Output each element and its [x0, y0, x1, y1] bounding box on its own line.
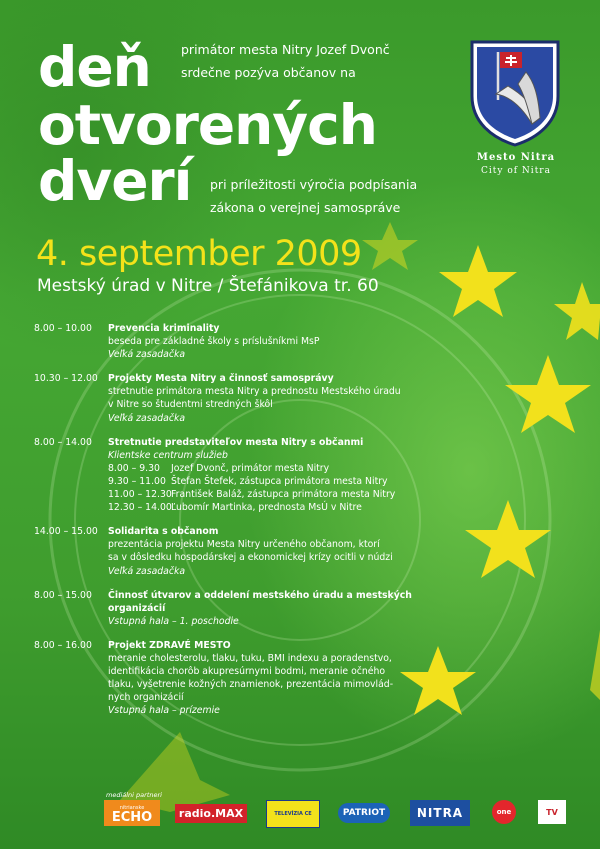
patriot-logo: [338, 803, 390, 823]
slot-text: Ľubomír Martinka, prednosta MsÚ v Nitre: [171, 502, 362, 514]
program-item: [34, 589, 434, 628]
televizia-ce-logo: [266, 800, 320, 828]
item-time: 8.00 – 16.00: [34, 639, 92, 651]
item-desc: identifikácia chorôb akupresúrnymi bodmi, meranie očného: [108, 666, 386, 678]
item-title: organizácií: [108, 602, 166, 614]
program-item: [34, 436, 434, 515]
schedule-slot: [108, 475, 434, 488]
item-desc: prezentácia projektu Mesta Nitry určeného občanom, ktorí: [108, 539, 380, 551]
event-venue: Mestský úrad v Nitre / Štefánikova tr. 60: [37, 276, 379, 296]
slot-time: 9.30 – 11.00: [108, 475, 166, 487]
item-title: Stretnutie predstaviteľov mesta Nitry s občanmi: [108, 436, 364, 448]
item-title: Projekt ZDRAVÉ MESTO: [108, 639, 231, 651]
item-desc: stretnutie primátora mesta Nitry a prednostu Mestského úradu: [108, 386, 401, 398]
title-line-2: otvorených: [38, 93, 377, 157]
item-time: 14.00 – 15.00: [34, 526, 98, 538]
item-title: Činnosť útvarov a oddelení mestského úradu a mestských: [108, 589, 412, 601]
city-subtitle: City of Nitra: [481, 166, 551, 176]
item-desc: v Nitre so študentmi stredných škôl: [108, 399, 273, 411]
item-place: Veľká zasadačka: [108, 565, 186, 577]
city-name: Mesto Nitra: [476, 152, 556, 163]
title-line-1: deň: [38, 35, 151, 99]
item-title: Solidarita s občanom: [108, 526, 219, 538]
program-list: [34, 322, 434, 728]
item-desc: beseda pre základné školy s príslušníkmi MsP: [108, 336, 320, 348]
one-logo-text: one: [496, 808, 512, 816]
schedule-slot: [108, 462, 434, 475]
slot-time: 8.00 – 9.30: [108, 462, 160, 474]
item-desc: sa v dôsledku hospodárskej a ekonomickej krízy ocitli v núdzi: [108, 552, 393, 564]
item-time: 8.00 – 10.00: [34, 323, 92, 334]
item-desc: tlaku, vyšetrenie kožných znamienok, prezentácia mimovlád-: [108, 679, 394, 691]
televizia-ce-logo-text: TELEVÍZIA CE: [274, 811, 312, 817]
slot-text: Jozef Dvonč, primátor mesta Nitry: [171, 462, 330, 474]
item-title: Prevencia kriminality: [108, 323, 220, 334]
slot-time: 12.30 – 14.00: [108, 502, 172, 514]
partner-logos: [0, 800, 600, 840]
occasion-line-1: pri príležitosti výročia podpísania: [210, 177, 418, 192]
item-place: Veľká zasadačka: [108, 412, 186, 424]
nitra-tv-logo: [410, 800, 470, 826]
program-item: [34, 322, 434, 361]
event-date: 4. september 2009: [36, 234, 362, 274]
item-place: Veľká zasadačka: [108, 349, 186, 361]
item-desc: meranie cholesterolu, tlaku, tuku, BMI indexu a poradenstvo,: [108, 652, 392, 664]
invite-line-1: primátor mesta Nitry Jozef Dvonč: [181, 42, 390, 57]
patriot-logo-text: PATRIOT: [342, 808, 386, 818]
schedule-slot: [108, 501, 434, 514]
item-title: Projekty Mesta Nitry a činnosť samosprávy: [108, 373, 334, 385]
title-line-3: dverí: [38, 149, 192, 213]
program-item: [34, 372, 434, 424]
invite-line-2: srdečne pozýva občanov na: [181, 65, 356, 80]
tv-logo: [538, 800, 566, 824]
item-desc: nych organizácií: [108, 692, 184, 704]
slot-time: 11.00 – 12.30: [108, 489, 172, 501]
item-time: 10.30 – 12.00: [34, 373, 98, 385]
one-logo: [492, 800, 516, 824]
item-place: Klientske centrum služieb: [108, 449, 228, 461]
program-item: [34, 525, 434, 577]
radio-max-logo-text: radio.MAX: [175, 804, 247, 823]
slot-text: František Baláž, zástupca primátora mesta Nitry: [171, 489, 396, 501]
nitra-coat-of-arms-icon: [468, 38, 562, 148]
occasion-line-2: zákona o verejnej samospráve: [210, 200, 401, 215]
nitra-tv-logo-text: NITRA: [416, 806, 464, 820]
partners-label: mediálni partneri: [106, 791, 162, 799]
item-time: 8.00 – 15.00: [34, 589, 92, 601]
item-place: Vstupná hala – prízemie: [108, 705, 220, 717]
echo-logo-text: ECHO: [111, 810, 153, 825]
item-place: Vstupná hala – 1. poschodie: [108, 615, 239, 627]
echo-logo: [104, 800, 160, 826]
echo-logo-small: nitrianske: [119, 805, 145, 811]
tv-logo-text: TV: [546, 807, 558, 817]
radio-max-logo: [178, 800, 244, 826]
item-time: 8.00 – 14.00: [34, 436, 92, 448]
slot-text: Štefan Štefek, zástupca primátora mesta Nitry: [171, 475, 388, 487]
schedule-slot: [108, 488, 434, 501]
program-item: [34, 639, 434, 718]
